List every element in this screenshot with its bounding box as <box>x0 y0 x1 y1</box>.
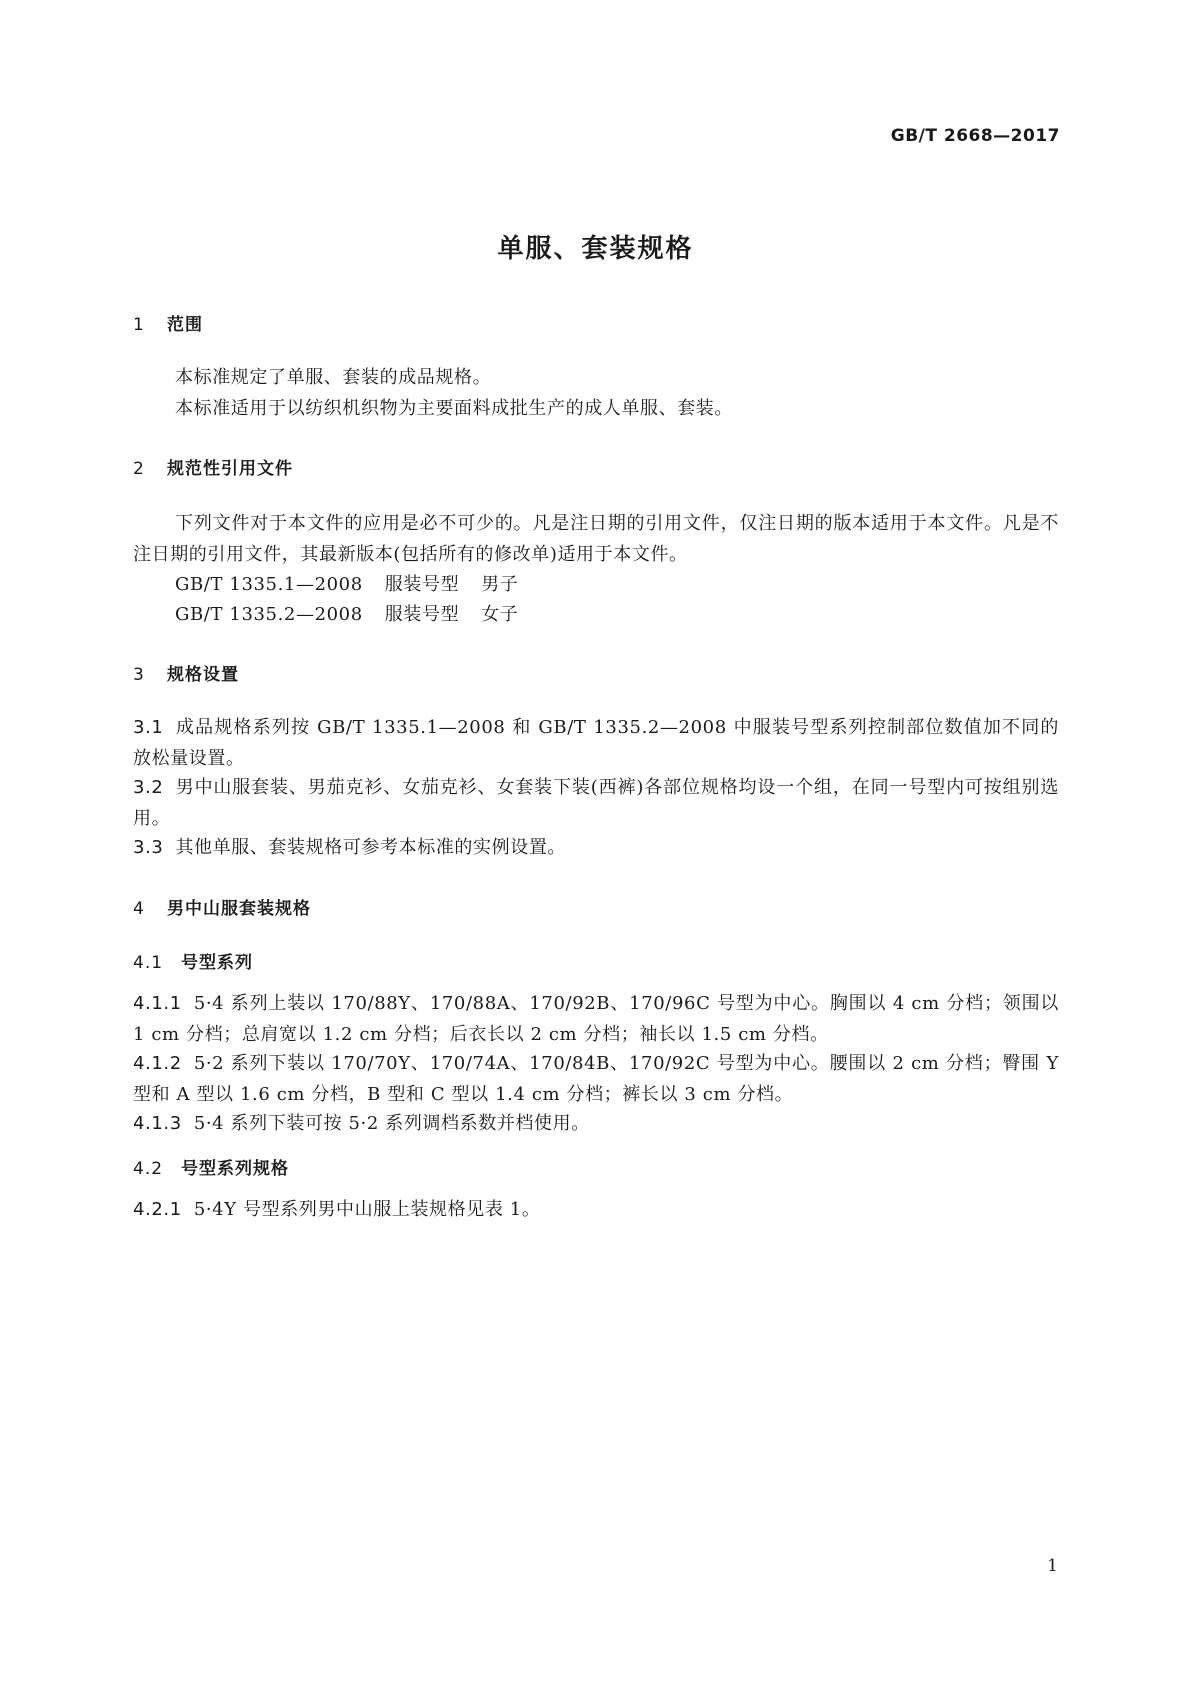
reference-item <box>175 570 518 596</box>
section-number: 3 <box>133 665 145 685</box>
section-title: 规范性引用文件 <box>167 459 293 479</box>
reference-title: 服装号型 <box>384 574 460 595</box>
section-1-heading <box>133 310 203 335</box>
subsection-number: 4.1 <box>133 953 164 973</box>
clause-4-1-3 <box>133 1108 1059 1139</box>
clause-number: 4.1.1 <box>133 993 182 1014</box>
clause-4-1-1 <box>133 988 1059 1050</box>
reference-code: GB/T 1335.1—2008 <box>175 574 363 595</box>
clause-text: 5·2 系列下装以 170/70Y、170/74A、170/84B、170/92C 号型为中心。腰围以 2 cm 分档；臀围 Y 型和 A 型以 1.6 cm 分档，B 型和 C 型以 1.4 cm 分档；裤长以 3 cm 分档。 <box>133 1053 1059 1105</box>
section-number: 4 <box>133 899 145 919</box>
subsection-number: 4.2 <box>133 1159 164 1179</box>
normative-refs-paragraph: 下列文件对于本文件的应用是必不可少的。凡是注日期的引用文件，仅注日期的版本适用于本文件。凡是不注日期的引用文件，其最新版本(包括所有的修改单)适用于本文件。 <box>133 513 1059 565</box>
scope-paragraph-1: 本标准规定了单服、套装的成品规格。 <box>175 367 492 388</box>
clause-number: 4.1.2 <box>133 1053 182 1074</box>
subsection-4-1-heading <box>133 948 253 973</box>
reference-item <box>175 600 518 626</box>
clause-text: 成品规格系列按 GB/T 1335.1—2008 和 GB/T 1335.2—2008 中服装号型系列控制部位数值加不同的放松量设置。 <box>133 717 1059 769</box>
section-4-heading <box>133 894 311 919</box>
subsection-4-2-heading <box>133 1154 289 1179</box>
clause-text: 5·4 系列下装可按 5·2 系列调档系数并档使用。 <box>193 1113 590 1134</box>
scope-paragraph-2: 本标准适用于以纺织机织物为主要面料成批生产的成人单服、套装。 <box>175 398 733 419</box>
clause-3-1 <box>133 712 1059 774</box>
clause-3-3 <box>133 832 1059 863</box>
section-title: 规格设置 <box>167 665 239 685</box>
clause-4-1-2 <box>133 1048 1059 1110</box>
document-title: 单服、套装规格 <box>497 234 694 264</box>
section-number: 1 <box>133 315 145 335</box>
section-number: 2 <box>133 459 145 479</box>
subsection-title: 号型系列 <box>181 953 253 973</box>
section-title: 范围 <box>167 315 203 335</box>
reference-code: GB/T 1335.2—2008 <box>175 604 363 625</box>
clause-number: 3.3 <box>133 837 164 858</box>
reference-title: 服装号型 <box>384 604 460 625</box>
subsection-title: 号型系列规格 <box>181 1159 289 1179</box>
clause-text: 男中山服套装、男茄克衫、女茄克衫、女套装下装(西裤)各部位规格均设一个组，在同一号型内可按组别选用。 <box>133 777 1059 829</box>
section-title: 男中山服套装规格 <box>167 899 311 919</box>
clause-text: 其他单服、套装规格可参考本标准的实例设置。 <box>175 837 567 858</box>
clause-number: 4.1.3 <box>133 1113 182 1134</box>
section-2-heading <box>133 454 293 479</box>
clause-text: 5·4Y 号型系列男中山服上装规格见表 1。 <box>193 1199 541 1220</box>
section-3-heading <box>133 660 239 685</box>
standard-code: GB/T 2668—2017 <box>890 126 1060 146</box>
clause-text: 5·4 系列上装以 170/88Y、170/88A、170/92B、170/96C 号型为中心。胸围以 4 cm 分档；领围以 1 cm 分档；总肩宽以 1.2 cm 分档；后衣长以 2 cm 分档；袖长以 1.5 cm 分档。 <box>133 993 1059 1045</box>
reference-subtitle: 女子 <box>481 604 519 625</box>
clause-4-2-1 <box>133 1194 1059 1225</box>
reference-subtitle: 男子 <box>481 574 519 595</box>
clause-number: 4.2.1 <box>133 1199 182 1220</box>
clause-number: 3.1 <box>133 717 164 738</box>
clause-3-2 <box>133 772 1059 834</box>
page-number: 1 <box>1047 1556 1058 1576</box>
clause-number: 3.2 <box>133 777 164 798</box>
